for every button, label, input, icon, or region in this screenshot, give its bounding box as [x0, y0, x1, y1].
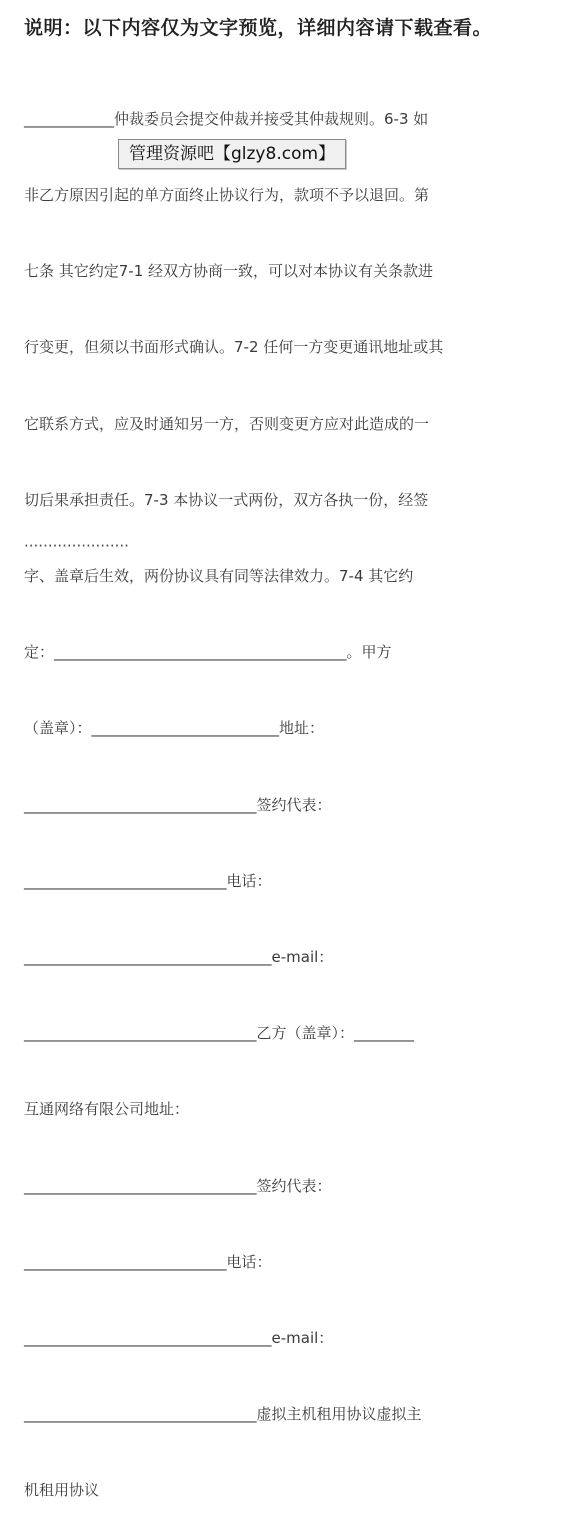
document-line: 字、盖章后生效，两份协议具有同等法律效力。7-4 其它约 — [24, 567, 414, 586]
document-line: ____________仲裁委员会提交仲裁并接受其仲裁规则。6-3 如 — [24, 109, 429, 128]
document-line: ___________________________电话： — [24, 871, 272, 890]
document-line: 机租用协议 — [24, 1481, 100, 1500]
document-line: 互通网络有限公司地址： — [24, 1100, 190, 1119]
document-line: _______________________________签约代表： — [24, 795, 332, 814]
document-line: （盖章）：_________________________地址： — [24, 719, 325, 738]
document-line: 切后果承担责任。7-3 本协议一式两份，双方各执一份，经签 — [24, 490, 429, 509]
document-line: 七条 其它约定7-1 经双方协商一致，可以对本协议有关条款进 — [24, 262, 434, 281]
document-line: 它联系方式，应及时通知另一方，否则变更方应对此造成的一 — [24, 414, 430, 433]
watermark-badge: 管理资源吧【glzy8.com】 — [118, 139, 346, 169]
document-line: ___________________________电话： — [24, 1252, 272, 1271]
document-line: _______________________________乙方（盖章）：________ — [24, 1024, 415, 1043]
document-line: 非乙方原因引起的单方面终止协议行为，款项不予以退回。第 — [24, 186, 430, 205]
page-title: 说明：以下内容仅为文字预览，详细内容请下载查看。 — [24, 17, 493, 39]
document-line: _________________________________e-mail： — [24, 948, 334, 967]
truncation-ellipsis: ······················ — [24, 537, 129, 555]
document-line: _______________________________虚拟主机租用协议虚拟主 — [24, 1405, 422, 1424]
document-body — [24, 56, 550, 1529]
document-line: 定：_______________________________________。甲方 — [24, 643, 392, 662]
document-line: 行变更，但须以书面形式确认。7-2 任何一方变更通讯地址或其 — [24, 338, 444, 357]
document-line: _______________________________签约代表： — [24, 1176, 332, 1195]
document-line: _________________________________e-mail： — [24, 1329, 334, 1348]
